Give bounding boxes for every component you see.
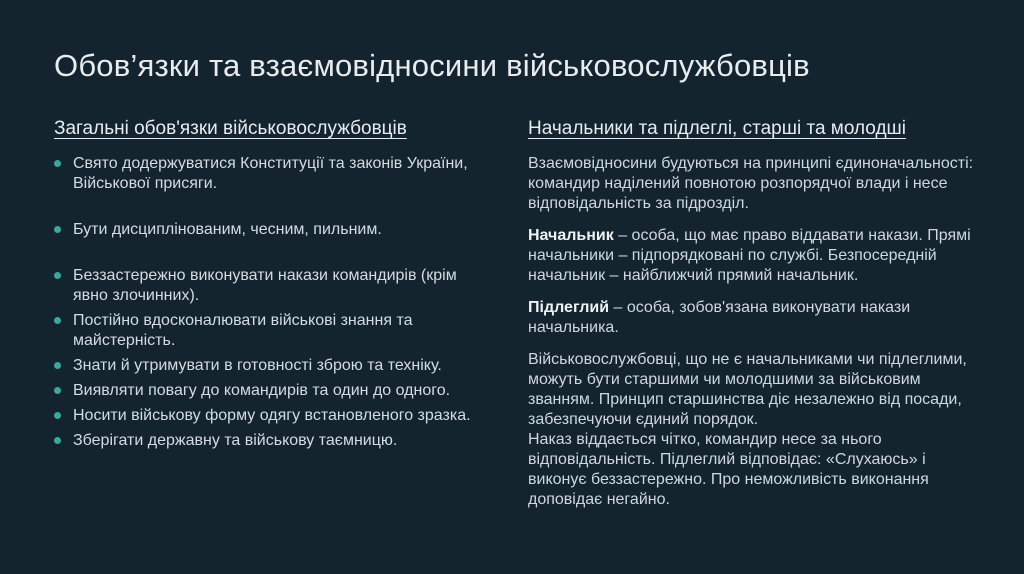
bullet-dot-icon — [54, 272, 61, 279]
list-item — [54, 220, 494, 240]
list-item — [54, 406, 494, 426]
left-column-heading: Загальні обов'язки військовослужбовців — [54, 118, 407, 139]
list-item — [54, 381, 494, 401]
right-column-heading: Начальники та підлеглі, старші та молодші — [528, 118, 907, 139]
bullet-dot-icon — [54, 362, 61, 369]
chief-term: Начальник — [528, 227, 614, 244]
right-column — [528, 118, 988, 510]
list-item-text: Виявляти повагу до командирів та один до одного. — [73, 382, 451, 399]
subordinate-definition: – особа, зобов'язана виконувати накази начальника. — [528, 299, 911, 336]
chief-paragraph — [528, 226, 988, 286]
subordinate-term: Підлеглий — [528, 299, 610, 316]
list-item — [54, 266, 494, 306]
list-item-text: Бути дисциплінованим, чесним, пильним. — [73, 221, 382, 238]
order-paragraph: Наказ віддається чітко, командир несе за нього відповідальність. Підлеглий відповідає: «Слухаюсь» і виконує беззастережно. Про неможливість виконання доповідає негайно. — [528, 431, 929, 508]
list-item-text: Носити військову форму одягу встановленого зразка. — [73, 407, 471, 424]
bullet-dot-icon — [54, 412, 61, 419]
bullet-dot-icon — [54, 226, 61, 233]
list-item — [54, 356, 494, 376]
duties-list — [54, 154, 494, 451]
list-item-text: Беззастережно виконувати накази командирів (крім явно злочинних). — [73, 267, 457, 304]
list-item-text: Зберігати державну та військову таємницю. — [73, 432, 398, 449]
intro-paragraph: Взаємовідносини будуються на принципі єдиноначальності: командир наділений повнотою розпорядчої влади і несе відповідальність за підрозділ. — [528, 155, 974, 212]
bullet-dot-icon — [54, 437, 61, 444]
bullet-dot-icon — [54, 160, 61, 167]
left-column — [54, 118, 494, 456]
page-title: Обов’язки та взаємовідносини військовослужбовців — [54, 48, 810, 83]
list-item — [54, 311, 494, 351]
subordinate-paragraph — [528, 298, 988, 338]
bullet-dot-icon — [54, 317, 61, 324]
list-item — [54, 431, 494, 451]
list-item-text: Свято додержуватися Конституції та законів України, Військової присяги. — [73, 155, 468, 192]
seniority-paragraph: Військовослужбовці, що не є начальниками чи підлеглими, можуть бути старшими чи молодшими за військовим званням. Принцип старшинства діє незалежно від посади, забезпечуючи єдиний порядок. — [528, 351, 967, 428]
list-item — [54, 154, 494, 194]
chief-definition: – особа, що має право віддавати накази. Прямі начальники – підпорядковані по службі. Безпосередній начальник – найближчий прямий начальник. — [528, 227, 971, 284]
list-item-text: Постійно вдосконалювати військові знання та майстерність. — [73, 312, 413, 349]
bullet-dot-icon — [54, 387, 61, 394]
list-item-text: Знати й утримувати в готовності зброю та техніку. — [73, 357, 442, 374]
